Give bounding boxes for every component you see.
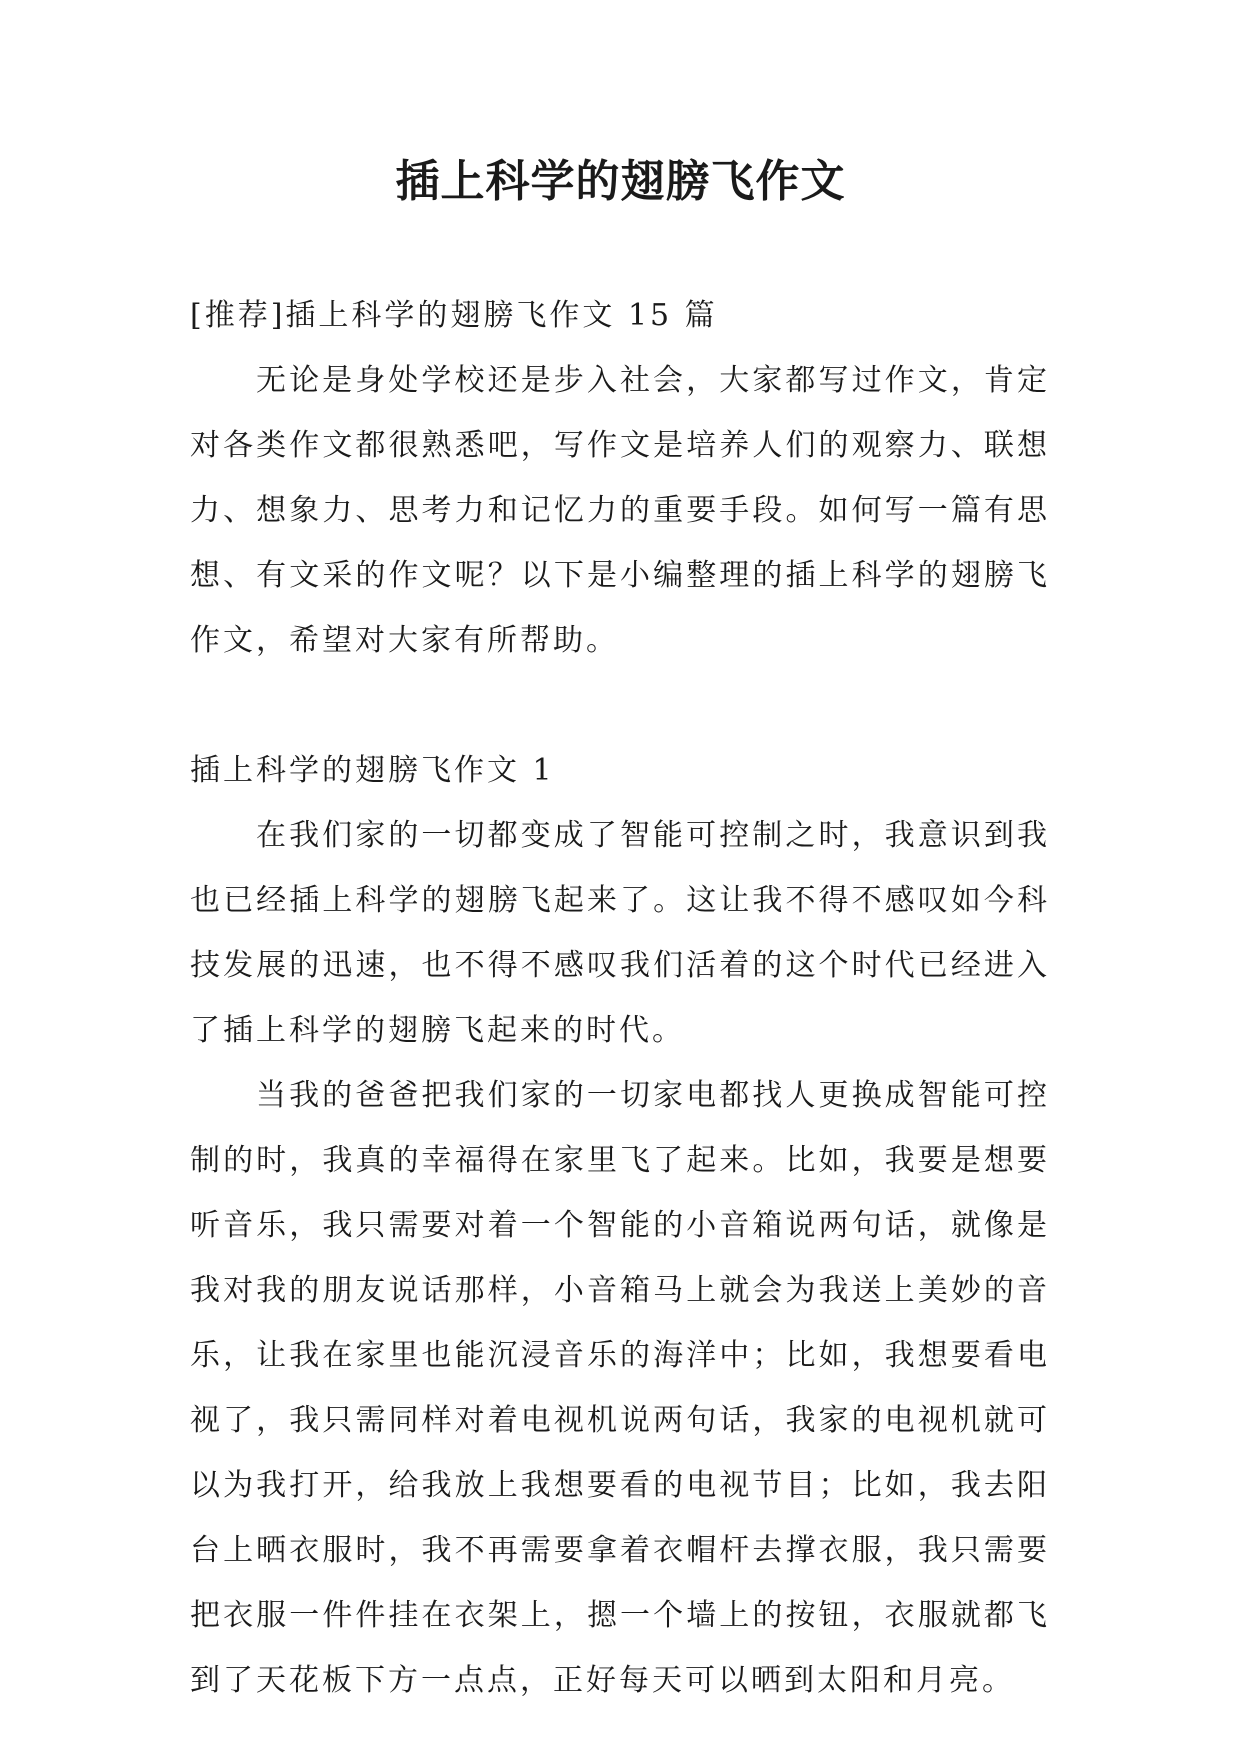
body-paragraph-1: 在我们家的一切都变成了智能可控制之时，我意识到我也已经插上科学的翅膀飞起来了。这让我不得不感叹如今科技发展的迅速，也不得不感叹我们活着的这个时代已经进入了插上科学的翅膀飞起来的时代。: [190, 818, 1050, 1048]
body-paragraph-2: 当我的爸爸把我们家的一切家电都找人更换成智能可控制的时，我真的幸福得在家里飞了起来。比如，我要是想要听音乐，我只需要对着一个智能的小音箱说两句话，就像是我对我的朋友说话那样，小音箱马上就会为我送上美妙的音乐，让我在家里也能沉浸音乐的海洋中；比如，我想要看电视了，我只需同样对着电视机说两句话，我家的电视机就可以为我打开，给我放上我想要看的电视节目；比如，我去阳台上晒衣服时，我不再需要拿着衣帽杆去撑衣服，我只需要把衣服一件件挂在衣架上，摁一个墙上的按钮，衣服就都飞到了天花板下方一点点，正好每天可以晒到太阳和月亮。: [190, 1078, 1050, 1698]
intro-paragraph: 无论是身处学校还是步入社会，大家都写过作文，肯定对各类作文都很熟悉吧，写作文是培养人们的观察力、联想力、想象力、思考力和记忆力的重要手段。如何写一篇有思想、有文采的作文呢？以下是小编整理的插上科学的翅膀飞作文，希望对大家有所帮助。: [190, 363, 1050, 658]
section-heading: 插上科学的翅膀飞作文 1: [190, 753, 555, 788]
document-title: 插上科学的翅膀飞作文: [395, 156, 846, 207]
document-body: [190, 283, 1050, 1713]
section-spacer: [190, 673, 1050, 738]
document-subtitle: [推荐]插上科学的翅膀飞作文 15 篇: [190, 298, 718, 333]
